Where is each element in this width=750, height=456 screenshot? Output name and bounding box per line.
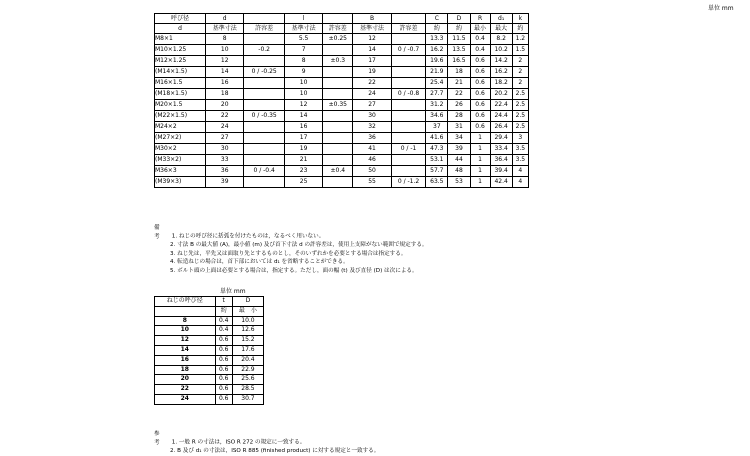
table-cell: 32 [353, 122, 392, 133]
table-cell: M10×1.25 [155, 45, 206, 56]
table-cell: 9 [284, 67, 323, 78]
table-cell: 12 [205, 56, 244, 67]
table-cell: 0 / -0.35 [244, 111, 284, 122]
table-cell: 0 / -0.8 [391, 89, 425, 100]
small-table-row [155, 336, 264, 346]
small-table-cell: 20 [155, 375, 216, 385]
header-cell: 最大 [490, 24, 512, 34]
table-cell: 16.5 [448, 56, 470, 67]
small-table-cell: 0.6 [215, 345, 232, 355]
table-cell: 26.4 [490, 122, 512, 133]
header-cell: 許容差 [323, 24, 353, 34]
small-table-cell: 0.6 [215, 375, 232, 385]
small-dimension-table [154, 296, 264, 405]
table-cell: 1.2 [512, 34, 528, 45]
table-cell: 3.5 [512, 155, 528, 166]
table-cell: 30 [205, 144, 244, 155]
table-cell: 0.6 [470, 89, 490, 100]
table-cell: (M22×1.5) [155, 111, 206, 122]
table-cell [391, 133, 425, 144]
table-cell: 44 [448, 155, 470, 166]
table-cell: 11.5 [448, 34, 470, 45]
table-cell [323, 78, 353, 89]
table-cell: 28 [448, 111, 470, 122]
table-cell: (M33×2) [155, 155, 206, 166]
table-cell: 36 [353, 133, 392, 144]
table-cell: 16 [205, 78, 244, 89]
table-cell: 0 / -0.25 [244, 67, 284, 78]
small-table-row [155, 326, 264, 336]
small-table-cell: 0.6 [215, 365, 232, 375]
table-cell [391, 100, 425, 111]
table-cell: 10 [284, 78, 323, 89]
table-row [155, 155, 529, 166]
small-table-cell: 0.4 [215, 326, 232, 336]
header-cell: 許容差 [391, 24, 425, 34]
small-table-cell: 0.4 [215, 316, 232, 326]
header-cell: 最小 [470, 24, 490, 34]
table-cell: 48 [448, 166, 470, 177]
small-header-cell: ねじの呼び径 [155, 297, 216, 307]
table-cell: ±0.35 [323, 100, 353, 111]
small-table-row [155, 345, 264, 355]
table-cell [391, 56, 425, 67]
header-cell: 呼び径 [155, 14, 206, 24]
table-cell: 16 [284, 122, 323, 133]
header-cell: d₁ [490, 14, 512, 24]
note-4: 4. 転造ねじの場合は，首下部においては d₁ を省略することができる。 [170, 259, 349, 265]
header-cell: d [205, 14, 244, 24]
header-cell: B [353, 14, 392, 24]
table-cell: M12×1.25 [155, 56, 206, 67]
table-cell: 0.6 [470, 67, 490, 78]
header-cell: l [284, 14, 323, 24]
table-cell: 23 [284, 166, 323, 177]
table-cell: 1 [470, 144, 490, 155]
small-table-cell: 18 [155, 365, 216, 375]
small-table-row [155, 355, 264, 365]
table-row [155, 111, 529, 122]
table-cell: 2.5 [512, 100, 528, 111]
small-table-cell: 30.7 [232, 394, 263, 404]
table-row [155, 144, 529, 155]
table-cell [244, 177, 284, 188]
table-cell [244, 34, 284, 45]
table-cell: -0.2 [244, 45, 284, 56]
table-cell: 33.4 [490, 144, 512, 155]
small-header-cell: 最 小 [232, 306, 263, 316]
header-cell: 約 [448, 24, 470, 34]
table-cell: M20×1.5 [155, 100, 206, 111]
table-cell: 30 [353, 111, 392, 122]
unit-label-main: 単位 mm [708, 5, 734, 12]
table-cell: 55 [353, 177, 392, 188]
header-cell: 基準寸法 [284, 24, 323, 34]
table-row [155, 166, 529, 177]
header-row [155, 14, 529, 24]
small-table-row [155, 394, 264, 404]
table-cell: 8.2 [490, 34, 512, 45]
table-cell: 24.4 [490, 111, 512, 122]
table-cell [323, 45, 353, 56]
table-row [155, 78, 529, 89]
small-table-cell: 22.9 [232, 365, 263, 375]
table-cell [244, 155, 284, 166]
header-cell [391, 14, 425, 24]
table-cell: 33 [205, 155, 244, 166]
table-cell: 8 [205, 34, 244, 45]
note-5: 5. ボルト頭の上面は必要とする場合は，指定する。ただし，面の幅 (t) 及び直径 (D) は次による。 [170, 267, 418, 274]
table-cell: 0 / -1 [391, 144, 425, 155]
table-cell [391, 67, 425, 78]
header-cell: C [426, 14, 448, 24]
table-cell: 31 [448, 122, 470, 133]
table-cell: 25 [284, 177, 323, 188]
table-row [155, 177, 529, 188]
table-cell: 7 [284, 45, 323, 56]
small-header-cell: 約 [215, 306, 232, 316]
table-cell: 2.5 [512, 111, 528, 122]
table-cell [391, 166, 425, 177]
table-cell: 21 [448, 78, 470, 89]
notes-lead: 備 考 [154, 225, 166, 240]
header-row [155, 24, 529, 34]
main-dimension-table [154, 13, 529, 188]
table-cell: ±0.4 [323, 166, 353, 177]
table-cell: 46 [353, 155, 392, 166]
table-cell: 2.5 [512, 122, 528, 133]
table-cell: 22.4 [490, 100, 512, 111]
table-cell: 1.5 [512, 45, 528, 56]
table-cell [323, 122, 353, 133]
small-table-cell: 12.6 [232, 326, 263, 336]
table-cell: 19 [353, 67, 392, 78]
table-cell: 22 [205, 111, 244, 122]
table-cell: 18 [448, 67, 470, 78]
small-table-cell: 28.5 [232, 385, 263, 395]
header-cell: R [470, 14, 490, 24]
table-row [155, 67, 529, 78]
table-cell: 1 [470, 166, 490, 177]
table-cell: 2 [512, 67, 528, 78]
table-cell: 39 [448, 144, 470, 155]
table-cell [244, 89, 284, 100]
table-cell: 22 [353, 78, 392, 89]
table-cell: 27 [205, 133, 244, 144]
small-table-cell: 16 [155, 355, 216, 365]
table-cell: 27.7 [426, 89, 448, 100]
table-cell: (M18×1.5) [155, 89, 206, 100]
small-header-row [155, 306, 264, 316]
table-cell [391, 111, 425, 122]
table-cell: 14 [353, 45, 392, 56]
table-cell: 27 [353, 100, 392, 111]
table-cell: 21 [284, 155, 323, 166]
table-cell: M24×2 [155, 122, 206, 133]
header-cell: d [155, 24, 206, 34]
table-cell: 12 [284, 100, 323, 111]
table-cell [244, 122, 284, 133]
small-table-cell: 12 [155, 336, 216, 346]
small-header-cell: t [215, 297, 232, 307]
table-cell: 4 [512, 166, 528, 177]
table-cell [323, 133, 353, 144]
table-cell: 25.4 [426, 78, 448, 89]
note-3: 3. ねじ先は，平先又は面取り先とするものとし，そのいずれかを必要とする場合は指定する。 [170, 250, 407, 257]
table-cell: 20.2 [490, 89, 512, 100]
header-cell: k [512, 14, 528, 24]
table-cell: ±0.3 [323, 56, 353, 67]
table-cell: 26 [448, 100, 470, 111]
ref-note-1: 1. 一般 R の寸法は，ISO R 272 の規定に一致する。 [171, 439, 306, 446]
table-cell [244, 144, 284, 155]
table-cell: M8×1 [155, 34, 206, 45]
table-row [155, 133, 529, 144]
header-cell: 許容差 [244, 24, 284, 34]
table-cell: 24 [205, 122, 244, 133]
table-cell: 50 [353, 166, 392, 177]
table-cell [323, 144, 353, 155]
table-cell: M36×3 [155, 166, 206, 177]
table-cell: 14 [284, 111, 323, 122]
table-cell: 39.4 [490, 166, 512, 177]
header-cell: 約 [426, 24, 448, 34]
small-table-row [155, 316, 264, 326]
ref-note-2: 2. B 及び d₁ の寸法は，ISO R 885 (finished product) に対する規定と一致する。 [170, 448, 380, 454]
table-cell: 41.6 [426, 133, 448, 144]
table-cell: 0 / -0.7 [391, 45, 425, 56]
table-cell [391, 34, 425, 45]
table-cell: 36 [205, 166, 244, 177]
table-cell: 8 [284, 56, 323, 67]
table-cell: 0.6 [470, 100, 490, 111]
table-cell [244, 100, 284, 111]
table-cell: 31.2 [426, 100, 448, 111]
small-table-cell: 24 [155, 394, 216, 404]
reference-notes [154, 430, 379, 456]
small-table-cell: 0.6 [215, 336, 232, 346]
small-table-cell: 20.4 [232, 355, 263, 365]
table-cell [391, 155, 425, 166]
table-cell: 10 [284, 89, 323, 100]
table-cell: 14.2 [490, 56, 512, 67]
notes-section [154, 224, 428, 275]
table-row [155, 89, 529, 100]
table-cell: 57.7 [426, 166, 448, 177]
small-table-cell: 0.6 [215, 355, 232, 365]
table-cell: 29.4 [490, 133, 512, 144]
table-cell [391, 78, 425, 89]
table-cell: 0.6 [470, 122, 490, 133]
header-cell: 基準寸法 [205, 24, 244, 34]
table-row [155, 34, 529, 45]
ref-notes-lead: 参 考 [154, 431, 166, 446]
table-cell: 3 [512, 133, 528, 144]
table-cell: 34.6 [426, 111, 448, 122]
table-cell: (M27×2) [155, 133, 206, 144]
table-cell: 53 [448, 177, 470, 188]
small-table-cell: 8 [155, 316, 216, 326]
table-cell: 0.6 [470, 111, 490, 122]
table-cell: 1 [470, 177, 490, 188]
table-cell: 0 / -1.2 [391, 177, 425, 188]
table-cell: 39 [205, 177, 244, 188]
table-cell: 10 [205, 45, 244, 56]
table-cell: 0 / -0.4 [244, 166, 284, 177]
table-cell [244, 56, 284, 67]
table-cell: 34 [448, 133, 470, 144]
table-cell: 14 [205, 67, 244, 78]
table-cell: 42.4 [490, 177, 512, 188]
table-cell: 1 [470, 133, 490, 144]
table-cell: 13.5 [448, 45, 470, 56]
table-cell: 41 [353, 144, 392, 155]
header-cell: 基準寸法 [353, 24, 392, 34]
table-cell: (M39×3) [155, 177, 206, 188]
table-cell: 10.2 [490, 45, 512, 56]
table-cell: 2.5 [512, 89, 528, 100]
table-cell [323, 67, 353, 78]
table-cell: 4 [512, 177, 528, 188]
table-cell [323, 155, 353, 166]
table-cell: 0.4 [470, 45, 490, 56]
header-cell [244, 14, 284, 24]
table-cell [323, 111, 353, 122]
table-cell: 3.5 [512, 144, 528, 155]
unit-label-small: 単位 mm [220, 288, 246, 295]
table-cell [323, 89, 353, 100]
table-cell: 20 [205, 100, 244, 111]
table-cell: 19.6 [426, 56, 448, 67]
small-table-row [155, 375, 264, 385]
note-1: 1. ねじの呼び径に括弧を付けたものは，なるべく用いない。 [171, 233, 325, 240]
small-table-cell: 10.0 [232, 316, 263, 326]
table-cell: 2 [512, 56, 528, 67]
table-cell: 12 [353, 34, 392, 45]
small-table-cell: 10 [155, 326, 216, 336]
table-cell: 18.2 [490, 78, 512, 89]
table-row [155, 56, 529, 67]
table-cell: 17 [353, 56, 392, 67]
table-cell: 1 [470, 155, 490, 166]
table-cell [323, 177, 353, 188]
small-table-cell: 14 [155, 345, 216, 355]
table-cell: 0.6 [470, 56, 490, 67]
table-cell: 13.3 [426, 34, 448, 45]
table-cell: 2 [512, 78, 528, 89]
small-header-cell: D [232, 297, 263, 307]
header-cell: D [448, 14, 470, 24]
small-table-cell: 17.6 [232, 345, 263, 355]
table-cell: 63.5 [426, 177, 448, 188]
table-row [155, 122, 529, 133]
small-table-cell: 15.2 [232, 336, 263, 346]
table-cell: 47.3 [426, 144, 448, 155]
table-cell: 16.2 [490, 67, 512, 78]
table-cell: 24 [353, 89, 392, 100]
header-cell [323, 14, 353, 24]
table-cell: 22 [448, 89, 470, 100]
table-row [155, 45, 529, 56]
note-2: 2. 寸法 B の最大値 (A)，最小値 (m) 及び首下寸法 d の許容差は，使用上支障がない範囲で規定する。 [170, 242, 428, 248]
table-cell: 36.4 [490, 155, 512, 166]
table-cell: (M14×1.5) [155, 67, 206, 78]
table-row [155, 100, 529, 111]
table-cell: 0.6 [470, 78, 490, 89]
small-header-cell [155, 306, 216, 316]
table-cell: 37 [426, 122, 448, 133]
table-cell: 0.4 [470, 34, 490, 45]
small-table-cell: 25.6 [232, 375, 263, 385]
small-table-cell: 0.6 [215, 394, 232, 404]
table-cell: ±0.25 [323, 34, 353, 45]
table-cell [244, 133, 284, 144]
table-cell: M30×2 [155, 144, 206, 155]
table-cell: 18 [205, 89, 244, 100]
small-table-cell: 22 [155, 385, 216, 395]
table-cell: 16.2 [426, 45, 448, 56]
header-cell: 約 [512, 24, 528, 34]
small-table-cell: 0.6 [215, 385, 232, 395]
table-cell: 17 [284, 133, 323, 144]
table-cell: M16×1.5 [155, 78, 206, 89]
small-table-row [155, 365, 264, 375]
small-header-row [155, 297, 264, 307]
table-cell [391, 122, 425, 133]
table-cell: 19 [284, 144, 323, 155]
table-cell: 21.9 [426, 67, 448, 78]
small-table-row [155, 385, 264, 395]
table-cell: 5.5 [284, 34, 323, 45]
table-cell [244, 78, 284, 89]
table-cell: 53.1 [426, 155, 448, 166]
